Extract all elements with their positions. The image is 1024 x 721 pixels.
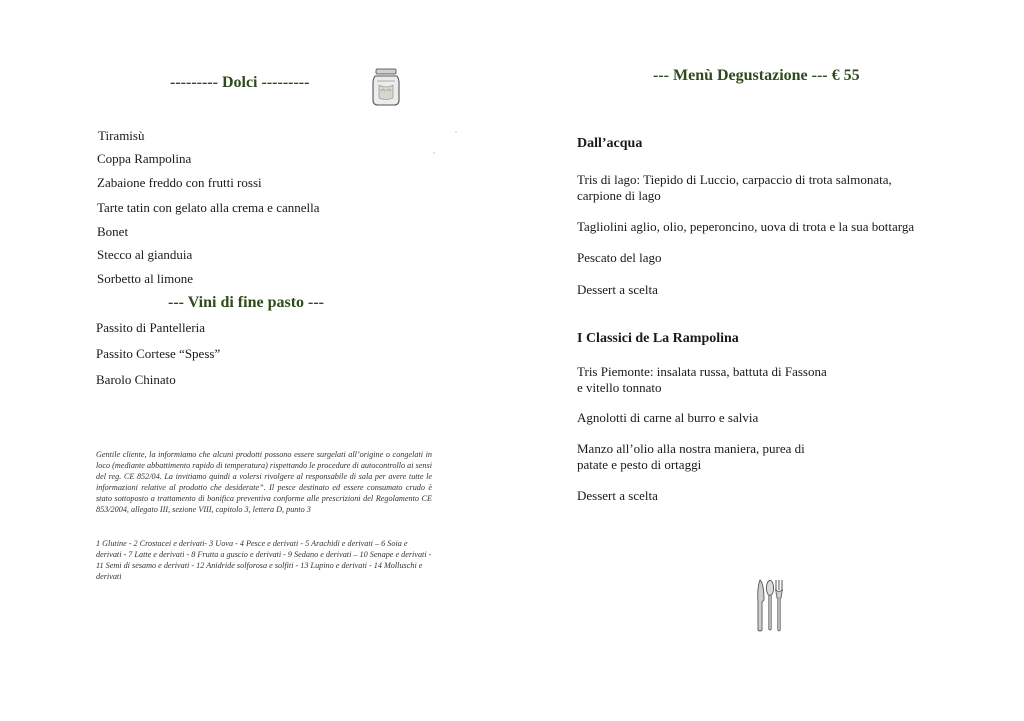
menu-item-line: Tagliolini aglio, olio, peperoncino, uova di trota e la sua bottarga bbox=[577, 219, 915, 234]
dessert-item: Zabaione freddo con frutti rossi bbox=[97, 175, 262, 190]
menu-item-line: Pescato del lago bbox=[577, 250, 662, 265]
menu-item-line: e vitello tonnato bbox=[577, 380, 662, 395]
section-title-classics: I Classici de La Rampolina bbox=[577, 331, 739, 346]
speck bbox=[433, 152, 435, 154]
menu-item bbox=[577, 172, 892, 204]
speck bbox=[455, 131, 457, 133]
vini-heading: --- Vini di fine pasto --- bbox=[168, 294, 324, 311]
freezing-notice: Gentile cliente, la informiamo che alcuni prodotti possono essere surgelati all’origine o congelati in loco (mediante abbattimento rapido di temperatura) rispettando le procedure di autocontrollo ai sensi del reg. CE 852/04. La invitiamo quindi a volersi rivolgere al responsabile di sala per avere tutte le informazioni relative al prodotto che desiderate”. Il pesce destinato ed essere consumato crudo è stato sottoposto a trattamento di bonifica preventiva conforme alle prescrizioni del Regolamento CE 853/2004, allegato III, sezione VIII, capitolo 3, lettera D, punto 3 bbox=[96, 450, 432, 514]
menu-item bbox=[577, 364, 827, 396]
dessert-item: Coppa Rampolina bbox=[97, 151, 192, 166]
menu-item-line: patate e pesto di ortaggi bbox=[577, 457, 702, 472]
dessert-item: Tarte tatin con gelato alla crema e cannella bbox=[97, 200, 320, 215]
allergens-list: 1 Glutine - 2 Crostacei e derivati- 3 Uova - 4 Pesce e derivati - 5 Arachidi e derivati – 6 Soia e derivati - 7 Latte e derivati - 8 Frutta a guscio e derivati - 9 Sedano e derivati – 10 Senape e derivati - 11 Semi di sesamo e derivati - 12 Anidride solforosa e solfiti - 13 Lupino e derivati - 14 Molluschi e derivati bbox=[96, 539, 432, 581]
menu-item-line: Manzo all’olio alla nostra maniera, purea di bbox=[577, 441, 805, 456]
menu-item-line: Tris Piemonte: insalata russa, battuta di Fassona bbox=[577, 364, 827, 379]
wine-item: Barolo Chinato bbox=[96, 372, 176, 387]
menu-item bbox=[577, 441, 805, 473]
menu-item bbox=[577, 282, 658, 298]
tasting-menu-heading: --- Menù Degustazione --- € 55 bbox=[653, 67, 860, 84]
menu-item bbox=[577, 410, 758, 426]
menu-item-line: carpione di lago bbox=[577, 188, 661, 203]
menu-item-line: Tris di lago: Tiepido di Luccio, carpaccio di trota salmonata, bbox=[577, 172, 892, 187]
menu-item bbox=[577, 488, 658, 504]
dessert-item: Tiramisù bbox=[98, 128, 145, 143]
dolci-heading: --------- Dolci --------- bbox=[170, 74, 310, 91]
dessert-item: Bonet bbox=[97, 224, 129, 239]
menu-item bbox=[577, 219, 914, 235]
menu-item-line: Dessert a scelta bbox=[577, 488, 658, 503]
jar-icon bbox=[369, 67, 403, 107]
menu-item-line: Dessert a scelta bbox=[577, 282, 658, 297]
wine-item: Passito di Pantelleria bbox=[96, 320, 206, 335]
cutlery-icon bbox=[752, 578, 788, 634]
dessert-item: Sorbetto al limone bbox=[97, 271, 194, 286]
dessert-item: Stecco al gianduia bbox=[97, 247, 193, 262]
menu-item bbox=[577, 250, 661, 266]
wine-item: Passito Cortese “Spess” bbox=[96, 346, 221, 361]
menu-item-line: Agnolotti di carne al burro e salvia bbox=[577, 410, 759, 425]
section-title-water: Dall’acqua bbox=[577, 136, 643, 151]
